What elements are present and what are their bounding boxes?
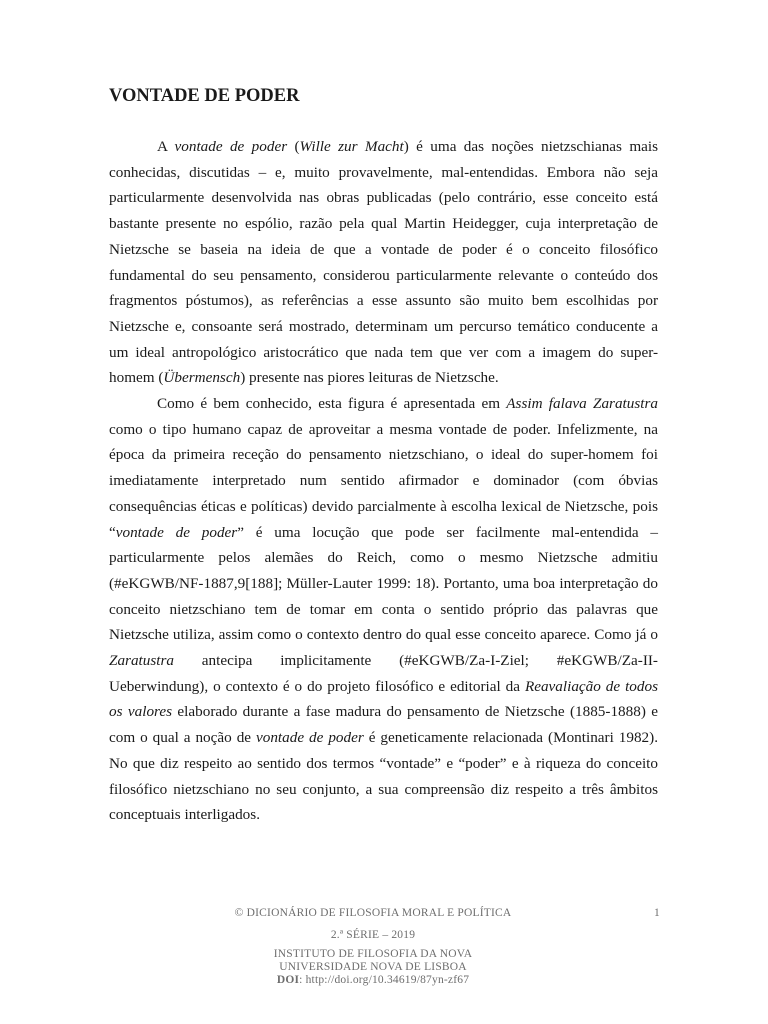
text-run: é geneticamente relacionada (Montinari 1982). No que diz respeito ao sentido dos termos “vontade” e “poder” e à riqueza do conceito filosófico nietzschiano no seu conjunto, a sua compreensão diz respeito a três âmbitos conceptuais interligados. <box>109 729 658 824</box>
document-title: VONTADE DE PODER <box>109 86 300 106</box>
italic-run: Zaratustra <box>109 652 174 670</box>
doi-label: DOI <box>276 974 300 986</box>
footer-publication: © DICIONÁRIO DE FILOSOFIA MORAL E POLÍTICA <box>234 907 512 919</box>
document-body <box>109 134 658 828</box>
text-run: ” é uma locução que pode ser facilmente mal-entendida – particularmente pelos alemães do Reich, como o mesmo Nietzsche admitiu (#eKGWB/NF-1887,9[188]; Müller-Lauter 1999: 18). Portanto, uma boa interpretação do conceito nietzschiano tem de tomar em conta o sentido próprio das palavras que Nietzsche utiliza, assim como o contexto dentro do qual esse conceito aparece. Como já o <box>109 523 659 644</box>
italic-run: Assim falava Zaratustra <box>506 395 658 413</box>
footer-series: 2.ª SÉRIE – 2019 <box>330 929 416 941</box>
paragraph-1 <box>109 134 658 391</box>
italic-run: Übermensch <box>163 369 241 387</box>
doi-link[interactable]: : http://doi.org/10.34619/87yn-zf67 <box>299 974 470 986</box>
footer-institute-line-2: UNIVERSIDADE NOVA DE LISBOA <box>279 961 467 973</box>
page-number: 1 <box>654 907 660 919</box>
footer-doi <box>200 974 546 987</box>
text-run: ) presente nas piores leituras de Nietzsche. <box>240 369 499 387</box>
text-run: antecipa implicitamente (#eKGWB/Za-I-Ziel; #eKGWB/Za-II-Ueberwindung), o contexto é o do projeto filosófico e editorial da <box>109 652 658 695</box>
italic-run: Wille zur Macht <box>299 138 404 155</box>
italic-run: vontade de poder <box>174 138 288 155</box>
text-run: Como é bem conhecido, esta figura é apresentada em <box>157 395 507 413</box>
italic-run: vontade de poder <box>115 523 238 541</box>
footer-institute-line-1: INSTITUTO DE FILOSOFIA DA NOVA <box>273 948 473 960</box>
paragraph-2 <box>109 391 658 828</box>
text-run: elaborado durante a fase madura do pensamento de Nietzsche (1885-1888) e com o qual a noção de <box>109 703 659 747</box>
text-run: A <box>157 138 175 155</box>
text-run: ) é uma das noções nietzschianas mais conhecidas, discutidas – e, muito provavelmente, mal-entendidas. Embora não seja particularmente desenvolvida nas obras publicadas (pelo contrário, esse conceito está bastante presente no espólio, razão pela qual Martin Heidegger, cuja interpretação de Nietzsche se baseia na ideia de que a vontade de poder é o conceito filosófico fundamental do seu pensamento, considerou particularmente relevante o conteúdo dos fragmentos póstumos), as referências a esse assunto são muito bem escolhidas por Nietzsche e, consoante será mostrado, determinam um percurso temático conducente a um ideal antropológico aristocrático que nada tem que ver com a imagem do super-homem ( <box>109 138 658 387</box>
italic-run: Reavaliação de todos os valores <box>109 677 658 721</box>
text-run: ( <box>287 138 300 155</box>
italic-run: vontade de poder <box>255 729 364 747</box>
text-run: como o tipo humano capaz de aproveitar a mesma vontade de poder. Infelizmente, na época da primeira receção do pensamento nietzschiano, o ideal do super-homem foi imediatamente interpretado num sentido afirmador e dominador (com óbvias consequências éticas e políticas) devido parcialmente à escolha lexical de Nietzsche, pois “ <box>109 420 658 541</box>
